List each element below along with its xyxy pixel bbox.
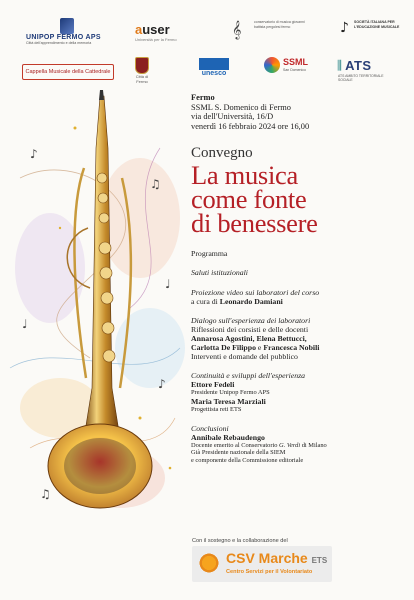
saluti-text: Saluti istituzionali <box>191 268 248 278</box>
dialogo-line-4: Interventi e domande del pubblico <box>191 352 298 362</box>
conclusioni-role-2: Già Presidente nazionale della SIEM <box>191 449 286 457</box>
dialogo-names-1-text: Annarosa Agostini, Elena Bettucci, <box>191 333 307 343</box>
video-by-pre: a cura di <box>191 296 220 306</box>
video-by <box>191 297 406 306</box>
csv-marche-logo <box>192 546 332 582</box>
dialogo-names-2 <box>191 343 406 352</box>
video-section <box>191 288 406 306</box>
role-1-pre: Docente emerito al Conservatorio <box>191 441 280 449</box>
siem-logo <box>340 20 400 36</box>
csv-name <box>226 550 327 566</box>
sun-icon <box>198 552 220 574</box>
speaker-2-name-text: Maria Teresa Marziali <box>191 397 266 406</box>
venue-address: via dell'Università, 16/D <box>191 112 274 122</box>
dialogo-names-2c: Francesca Nobili <box>263 343 320 353</box>
svg-text:♩: ♩ <box>22 317 28 331</box>
unesco-logo <box>197 58 231 77</box>
ssml-ring-icon <box>264 57 280 73</box>
csv-suffix: ETS <box>311 556 328 565</box>
speaker-1-name <box>191 380 406 389</box>
dialogo-section <box>191 316 406 361</box>
dialogo-names-1 <box>191 334 406 343</box>
title-line-3: di benessere <box>191 208 318 239</box>
speaker-2-role: Progettista reti ETS <box>191 406 242 414</box>
conclusioni-name-text: Annibale Rebaudengo <box>191 432 265 442</box>
svg-text:♪: ♪ <box>158 377 166 391</box>
unipop-logo <box>26 18 106 45</box>
dialogo-names-2a: Carlotta De Filippo <box>191 343 256 353</box>
programma-heading: Programma <box>191 249 228 259</box>
conclusioni-role-1 <box>191 442 406 450</box>
venue-name: SSML S. Domenico di Fermo <box>191 102 291 112</box>
auser-sub: Università per la Fermo <box>135 37 177 42</box>
ats-logo <box>338 58 398 82</box>
saxophone-illustration <box>0 88 190 528</box>
venue-block <box>191 93 406 131</box>
unesco-temple-icon <box>199 58 229 70</box>
music-note-icon: ♪ <box>340 20 349 36</box>
content-column <box>191 93 406 465</box>
ssml-logo <box>264 57 314 73</box>
auser-name <box>135 22 195 37</box>
saluti <box>191 268 406 277</box>
svg-text:♪: ♪ <box>30 147 38 161</box>
speaker-2-name <box>191 397 406 406</box>
csv-sub: Centro Servizi per il Volontariato <box>226 569 313 575</box>
ats-name: 𝄂 ATS <box>338 58 372 73</box>
event-title <box>191 160 406 239</box>
city-crest-icon <box>135 57 149 74</box>
dialogo-line-1: Riflessioni dei corsisti e delle docenti <box>191 324 309 334</box>
csv-name-text: CSV Marche <box>226 550 308 566</box>
conclusioni-title: Conclusioni <box>191 423 229 433</box>
unesco-text: unesco <box>201 70 227 77</box>
ssml-name: SSML <box>283 57 309 67</box>
fermo-logo <box>131 57 153 84</box>
fermo-caption: Città di Fermo <box>135 74 149 84</box>
cappella-text: Cappella Musicale della Cattedrale <box>25 69 111 75</box>
conservatorio-text: conservatorio di musica giovanni battista pergolesi fermo <box>254 20 305 29</box>
svg-text:♩: ♩ <box>165 277 171 291</box>
ats-name-text: ATS <box>345 58 372 73</box>
auser-accent: a <box>135 22 143 37</box>
dialogo-title: Dialogo sull'esperienza dei laboratori <box>191 315 311 325</box>
continuita-title: Continuità e sviluppi dell'esperienza <box>191 371 306 381</box>
svg-text:♫: ♫ <box>150 177 161 191</box>
unipop-mark-icon <box>60 18 74 34</box>
support-text: Con il sostegno e la collaborazione del <box>192 538 288 544</box>
svg-text:♫: ♫ <box>40 487 51 501</box>
conclusioni-role-3: e componente della Commissione editoriale <box>191 457 304 465</box>
unipop-name: UNIPOP FERMO APS <box>26 34 101 41</box>
auser-rest: user <box>142 22 170 37</box>
auser-logo <box>135 22 195 42</box>
venue-date: venerdì 16 febbraio 2024 ore 16,00 <box>191 121 310 131</box>
venue-city: Fermo <box>191 93 215 102</box>
continuita-section <box>191 371 406 413</box>
dialogo-names-2b: e <box>255 343 264 353</box>
title-line-2: come fonte <box>191 184 307 215</box>
cappella-logo <box>22 64 114 80</box>
video-by-name: Leonardo Damiani <box>219 296 283 306</box>
event-kind: Convegno <box>191 145 253 162</box>
title-line-1: La musica <box>191 160 298 191</box>
unipop-tagline: Città dell'apprendimento e della memoria <box>26 41 92 45</box>
conclusioni-section <box>191 424 406 465</box>
role-1-it: G. Verdi <box>279 441 301 449</box>
conclusioni-name <box>191 433 406 442</box>
role-1-post: di Milano <box>300 441 327 449</box>
ats-sub: ATS AMBITO TERRITORIALE SOCIALE <box>338 74 384 82</box>
speaker-1-name-text: Ettore Fedeli <box>191 380 235 390</box>
siem-text: SOCIETÀ ITALIANA PER L'EDUCAZIONE MUSICALE <box>354 20 400 29</box>
speaker-1-role: Presidente Unipop Fermo APS <box>191 389 270 397</box>
video-title: Proiezione video sui laboratori del corso <box>191 287 320 297</box>
treble-clef-icon: 𝄞 <box>232 20 242 39</box>
conservatorio-logo <box>232 20 312 40</box>
ssml-sub: San Domenico <box>283 68 306 72</box>
